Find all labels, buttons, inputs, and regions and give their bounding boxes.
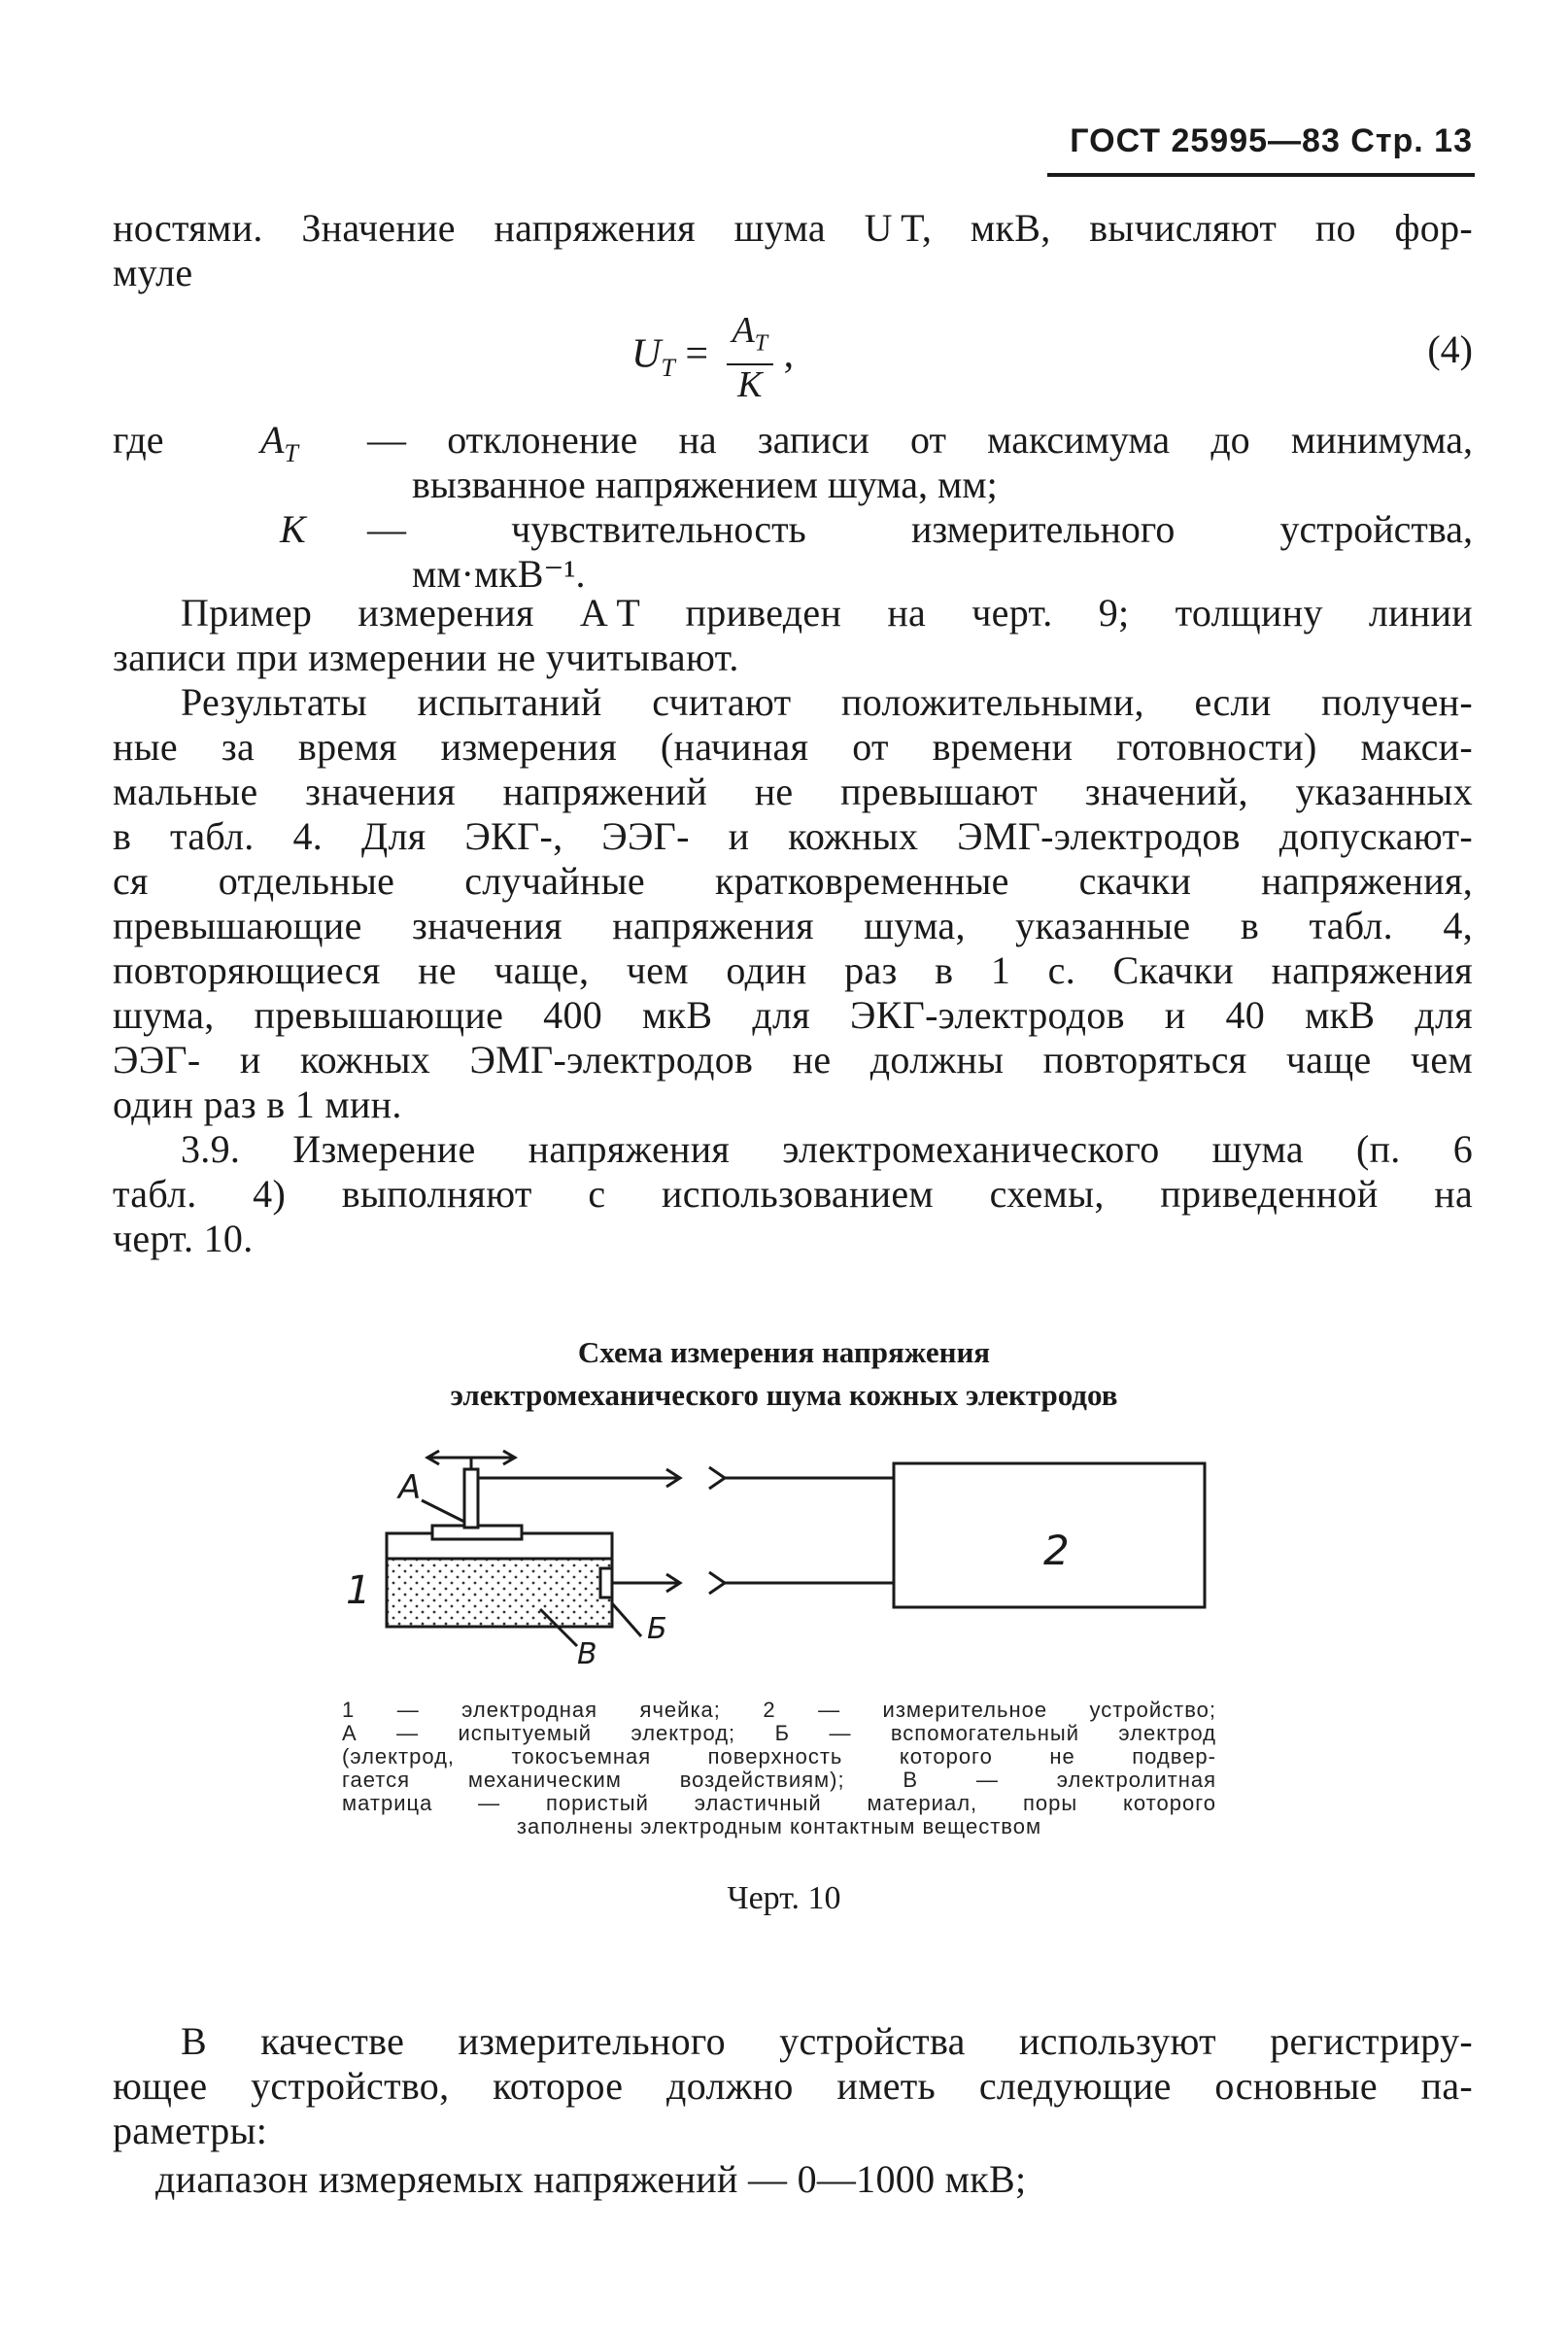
formula-comma: , — [783, 331, 795, 377]
legend-line: заполнены электродным контактным веществом — [516, 1814, 1042, 1838]
legend-line: гается механическим воздействиям); В — электролитная — [342, 1768, 1216, 1792]
legend-line: (электрод, токосъемная поверхность которого не подвер- — [342, 1744, 1216, 1769]
para3-line: ЭЭГ- и кожных ЭМГ-электродов не должны повторяться чаще чем — [113, 1038, 1473, 1082]
para5-line: ющее устройство, которое должно иметь следующие основные па- — [113, 2064, 1473, 2108]
leader-a — [422, 1500, 464, 1522]
formula-numerator: $A_T$ — [727, 311, 774, 365]
para3-line: повторяющиеся не чаще, чем один раз в 1 с. Скачки напряжения — [113, 948, 1473, 992]
para3-line: в табл. 4. Для ЭКГ-, ЭЭГ- и кожных ЭМГ-электродов допускают- — [113, 814, 1473, 858]
para1-line1: ностями. Значение напряжения шума U T, мкВ, вычисляют по фор- — [113, 206, 1473, 250]
label-a: А — [398, 1468, 422, 1507]
para3-line: ные за время измерения (начиная от времени готовности) макси- — [113, 725, 1473, 769]
figure-title-line2: электромеханического шума кожных электродов — [450, 1378, 1118, 1412]
para5-line: В качестве измерительного устройства используют регистриру- — [181, 2019, 1473, 2063]
formula-lhs: U — [631, 331, 662, 377]
formula-eq: = — [685, 331, 708, 377]
symbol-k: K — [280, 507, 306, 551]
definition-k-line1: — чувствительность измерительного устройства, — [367, 507, 1473, 551]
para1-line2: муле — [113, 251, 193, 294]
label-2: 2 — [1043, 1527, 1070, 1574]
definition-at-line1: — отклонение на записи от максимума до минимума, — [367, 418, 1473, 462]
leader-b — [612, 1603, 641, 1636]
formula-lhs-sub: T — [661, 353, 675, 382]
symbol-at: $A_T$ — [260, 418, 298, 467]
para3-line: один раз в 1 мин. — [113, 1082, 402, 1126]
definition-k-line2: мм·мкВ⁻¹. — [412, 552, 586, 596]
electrolyte-matrix — [387, 1559, 612, 1627]
definition-at-line2: вызванное напряжением шума, мм; — [412, 463, 998, 506]
para4-line: черт. 10. — [113, 1217, 254, 1260]
para3-line: мальные значения напряжений не превышают значений, указанных — [113, 770, 1473, 813]
connector-a — [709, 1467, 725, 1489]
label-1: 1 — [346, 1568, 371, 1613]
connector-b — [709, 1572, 725, 1594]
para3-line: ся отдельные случайные кратковременные скачки напряжения, — [113, 859, 1473, 903]
para4-line: табл. 4) выполняют с использованием схемы, приведенной на — [113, 1172, 1473, 1216]
label-b: Б — [647, 1612, 667, 1646]
para2-line1: Пример измерения A T приведен на черт. 9; толщину линии — [181, 591, 1473, 635]
label-v: В — [577, 1637, 597, 1671]
para5-line: раметры: — [113, 2109, 268, 2152]
legend-line: 1 — электродная ячейка; 2 — измерительное устройство; — [342, 1698, 1216, 1722]
legend-line: А — испытуемый электрод; Б — вспомогательный электрод — [342, 1721, 1216, 1745]
para5-last-line: диапазон измеряемых напряжений — 0—1000 мкВ; — [155, 2157, 1027, 2201]
equation-number: (4) — [1427, 327, 1473, 371]
para4-line: 3.9. Измерение напряжения электромеханического шума (п. 6 — [181, 1127, 1473, 1171]
para3-line: Результаты испытаний считают положительными, если получен- — [181, 680, 1473, 724]
para2-line2: записи при измерении не учитывают. — [113, 636, 739, 679]
legend-line: матрица — пористый эластичный материал, поры которого — [342, 1791, 1216, 1815]
figure-title-line1: Схема измерения напряжения — [577, 1335, 991, 1369]
page-header: ГОСТ 25995—83 Стр. 13 — [1070, 122, 1473, 159]
para3-line: превышающие значения напряжения шума, указанные в табл. 4, — [113, 904, 1473, 947]
electrode-b — [600, 1568, 612, 1597]
electrode-a-stem — [464, 1469, 478, 1528]
where-word: где — [113, 418, 164, 462]
figure-number: Черт. 10 — [727, 1880, 841, 1916]
para3-line: шума, превышающие 400 мкВ для ЭКГ-электродов и 40 мкВ для — [113, 993, 1473, 1037]
formula-denominator: K — [737, 363, 763, 405]
